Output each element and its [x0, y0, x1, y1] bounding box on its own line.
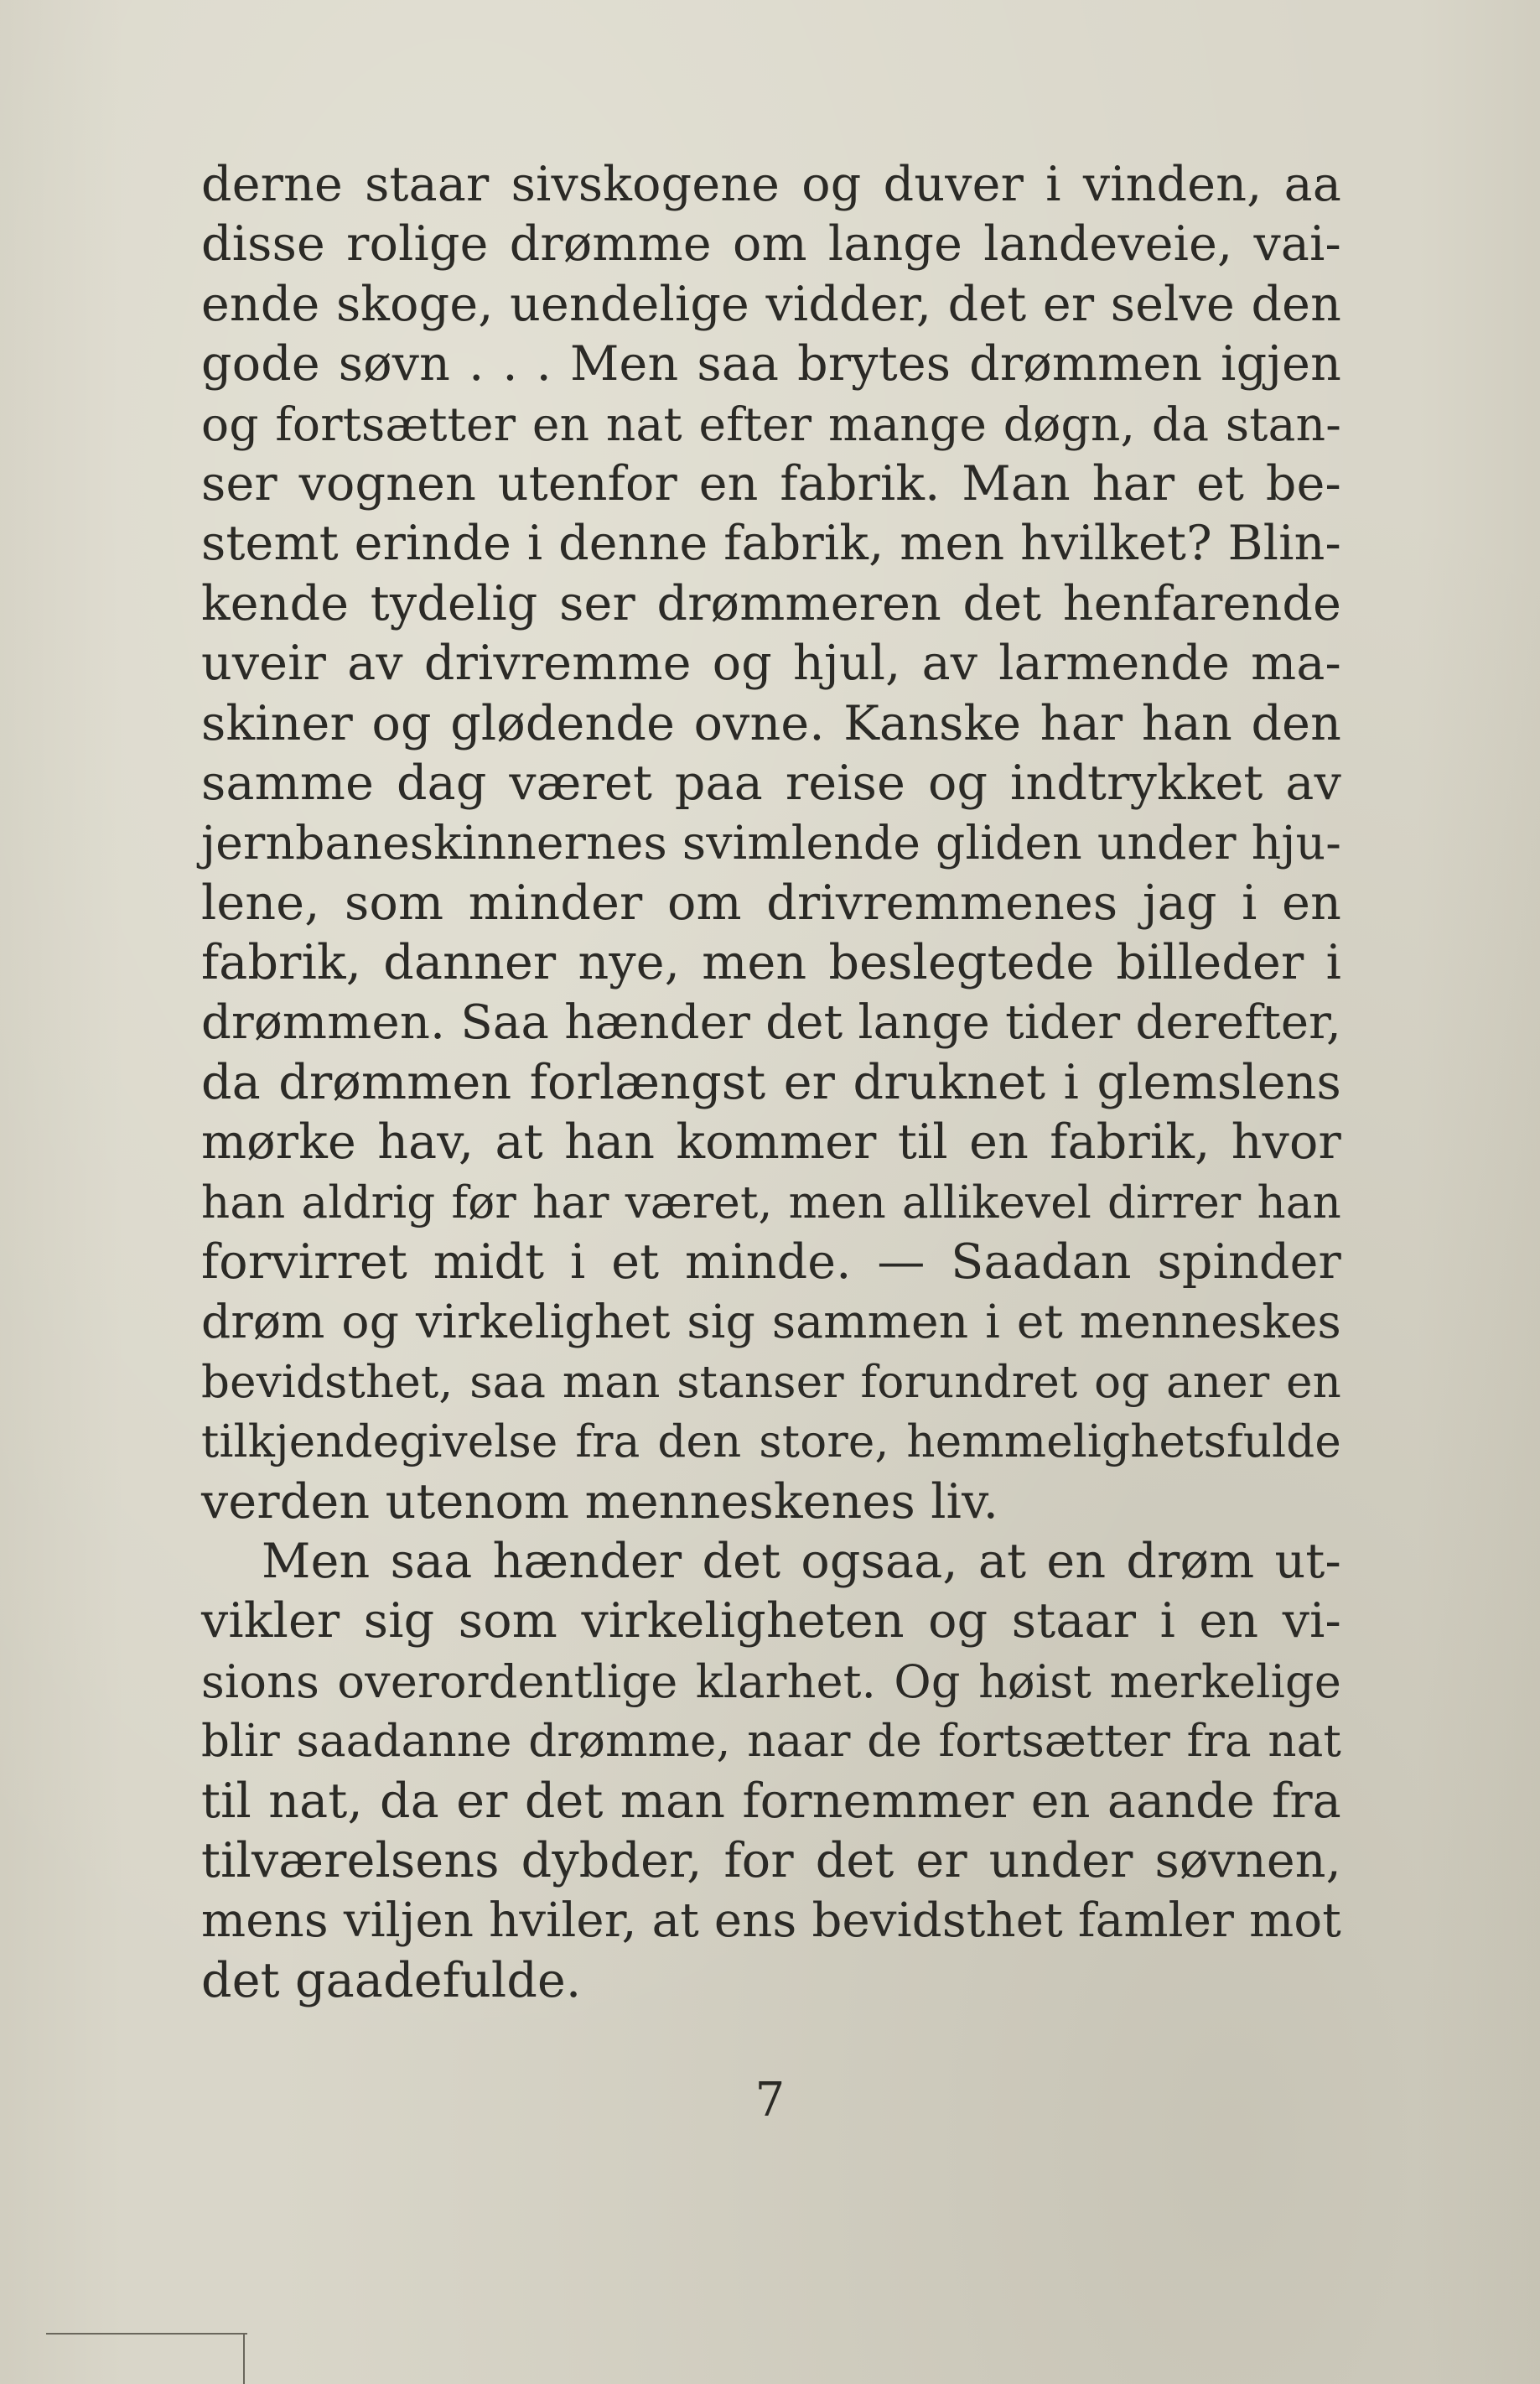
text-line: han aldrig før har været, men allikevel dirrer han — [201, 1176, 1341, 1228]
text-line: drøm og virkelighet sig sammen i et menneskes — [201, 1295, 1341, 1349]
text-line: Men saa hænder det ogsaa, at en drøm ut- — [262, 1533, 1341, 1589]
text-line: vikler sig som virkeligheten og staar i en vi- — [201, 1593, 1341, 1649]
text-line: tilværelsens dybder, for det er under søvnen, — [201, 1832, 1341, 1888]
text-line: kende tydelig ser drømmeren det henfarende — [201, 575, 1341, 631]
text-line: ende skoge, uendelige vidder, det er selve den — [201, 276, 1341, 332]
text-line: disse rolige drømme om lange landeveie, vai- — [201, 216, 1341, 273]
text-line: til nat, da er det man fornemmer en aande fra — [201, 1773, 1341, 1829]
text-line: forvirret midt i et minde. — Saadan spinder — [201, 1234, 1341, 1291]
text-line: uveir av drivremme og hjul, av larmende ma- — [201, 636, 1341, 692]
text-line: stemt erinde i denne fabrik, men hvilket? Blin- — [201, 516, 1341, 572]
scan-edge-rule — [46, 2333, 247, 2335]
text-line: verden utenom menneskenes liv. — [201, 1473, 999, 1530]
text-line: jernbaneskinnernes svimlende gliden under hju- — [201, 816, 1341, 870]
text-line: skiner og glødende ovne. Kanske har han den — [201, 695, 1341, 751]
text-line: og fortsætter en nat efter mange døgn, da stan- — [201, 397, 1341, 451]
text-line: blir saadanne drømme, naar de fortsætter fra nat — [201, 1716, 1341, 1768]
text-line: mørke hav, at han kommer til en fabrik, hvor — [201, 1114, 1341, 1171]
body-text — [201, 155, 1341, 2011]
text-line: gode søvn . . . Men saa brytes drømmen igjen — [201, 336, 1341, 392]
text-line: samme dag været paa reise og indtrykket av — [201, 755, 1341, 811]
text-line: lene, som minder om drivremmenes jag i en — [201, 875, 1341, 931]
text-line: drømmen. Saa hænder det lange tider derefter, — [201, 995, 1341, 1051]
text-line: fabrik, danner nye, men beslegtede billeder i — [201, 935, 1341, 991]
scan-edge-tick — [243, 2335, 245, 2384]
text-line: sions overordentlige klarhet. Og høist merkelige — [201, 1654, 1341, 1708]
text-line: da drømmen forlængst er druknet i glemslens — [201, 1054, 1341, 1110]
text-line: tilkjendegivelse fra den store, hemmelighetsfulde — [201, 1416, 1341, 1468]
text-line: det gaadefulde. — [201, 1952, 582, 2008]
text-line: ser vognen utenfor en fabrik. Man har et be- — [201, 455, 1341, 512]
page-number: 7 — [754, 2073, 786, 2127]
text-line: derne staar sivskogene og duver i vinden, aa — [201, 157, 1341, 212]
text-line: mens viljen hviler, at ens bevidsthet famler mot — [201, 1893, 1341, 1949]
text-line: bevidsthet, saa man stanser forundret og aner en — [201, 1356, 1341, 1408]
